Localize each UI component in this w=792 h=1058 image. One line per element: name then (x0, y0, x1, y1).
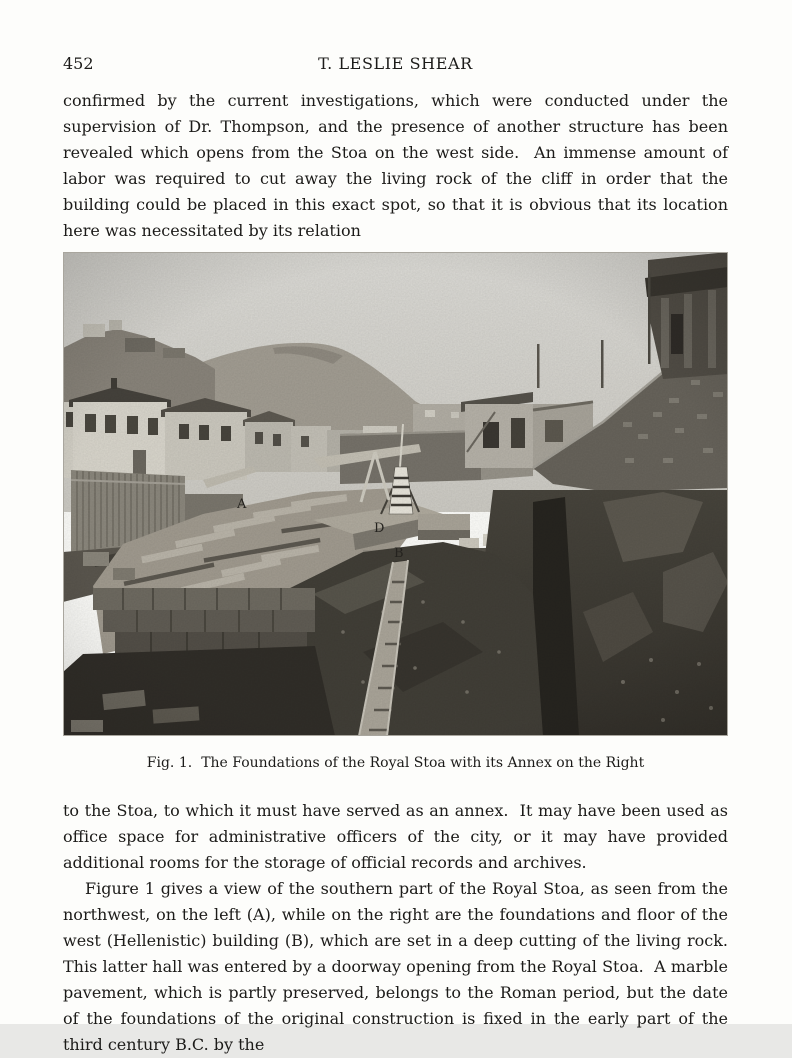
paragraph-3: Figure 1 gives a view of the southern part of the Royal Stoa, as seen from the northwest, on the left (A), while on the right are the foundations and floor of the west (Hellenistic) building (B), which are set in a deep cutting of the living rock. This latter hall was entered by a doorway opening from the Royal Stoa. A marble pavement, which is partly preserved, belongs to the Roman period, but the date of the foundations of the original construction is fixed in the early part of the third century B.C. by the (63, 879, 739, 1054)
figure-1 (63, 252, 728, 772)
photo-grain-overlay (63, 252, 728, 736)
paragraph-2: to the Stoa, to which it must have served as an annex. It may have been used as office space for administrative officers of the city, or it may have provided additional rooms for the storage of official records and archives. (63, 801, 734, 872)
figure-1-photo (63, 252, 728, 736)
page-number: 452 (63, 54, 94, 73)
running-head: T. LESLIE SHEAR (318, 54, 473, 73)
caption-label: Fig. 1. (146, 755, 193, 771)
excavation-photo-illustration (63, 252, 728, 736)
paragraph-1: confirmed by the current investigations, which were conducted under the supervision of Dr. Thompson, and the presence of another structure has been revealed which opens from the Stoa on the west side. An immense amount of labor was required to cut away the living rock of the cliff in order that the building could be placed in this exact spot, so that it is obvious that its location here was necessitated by its relation (63, 91, 734, 240)
running-header (63, 54, 728, 76)
caption-text: The Foundations of the Royal Stoa with its Annex on the Right (201, 755, 645, 771)
figure-1-caption (63, 754, 728, 772)
